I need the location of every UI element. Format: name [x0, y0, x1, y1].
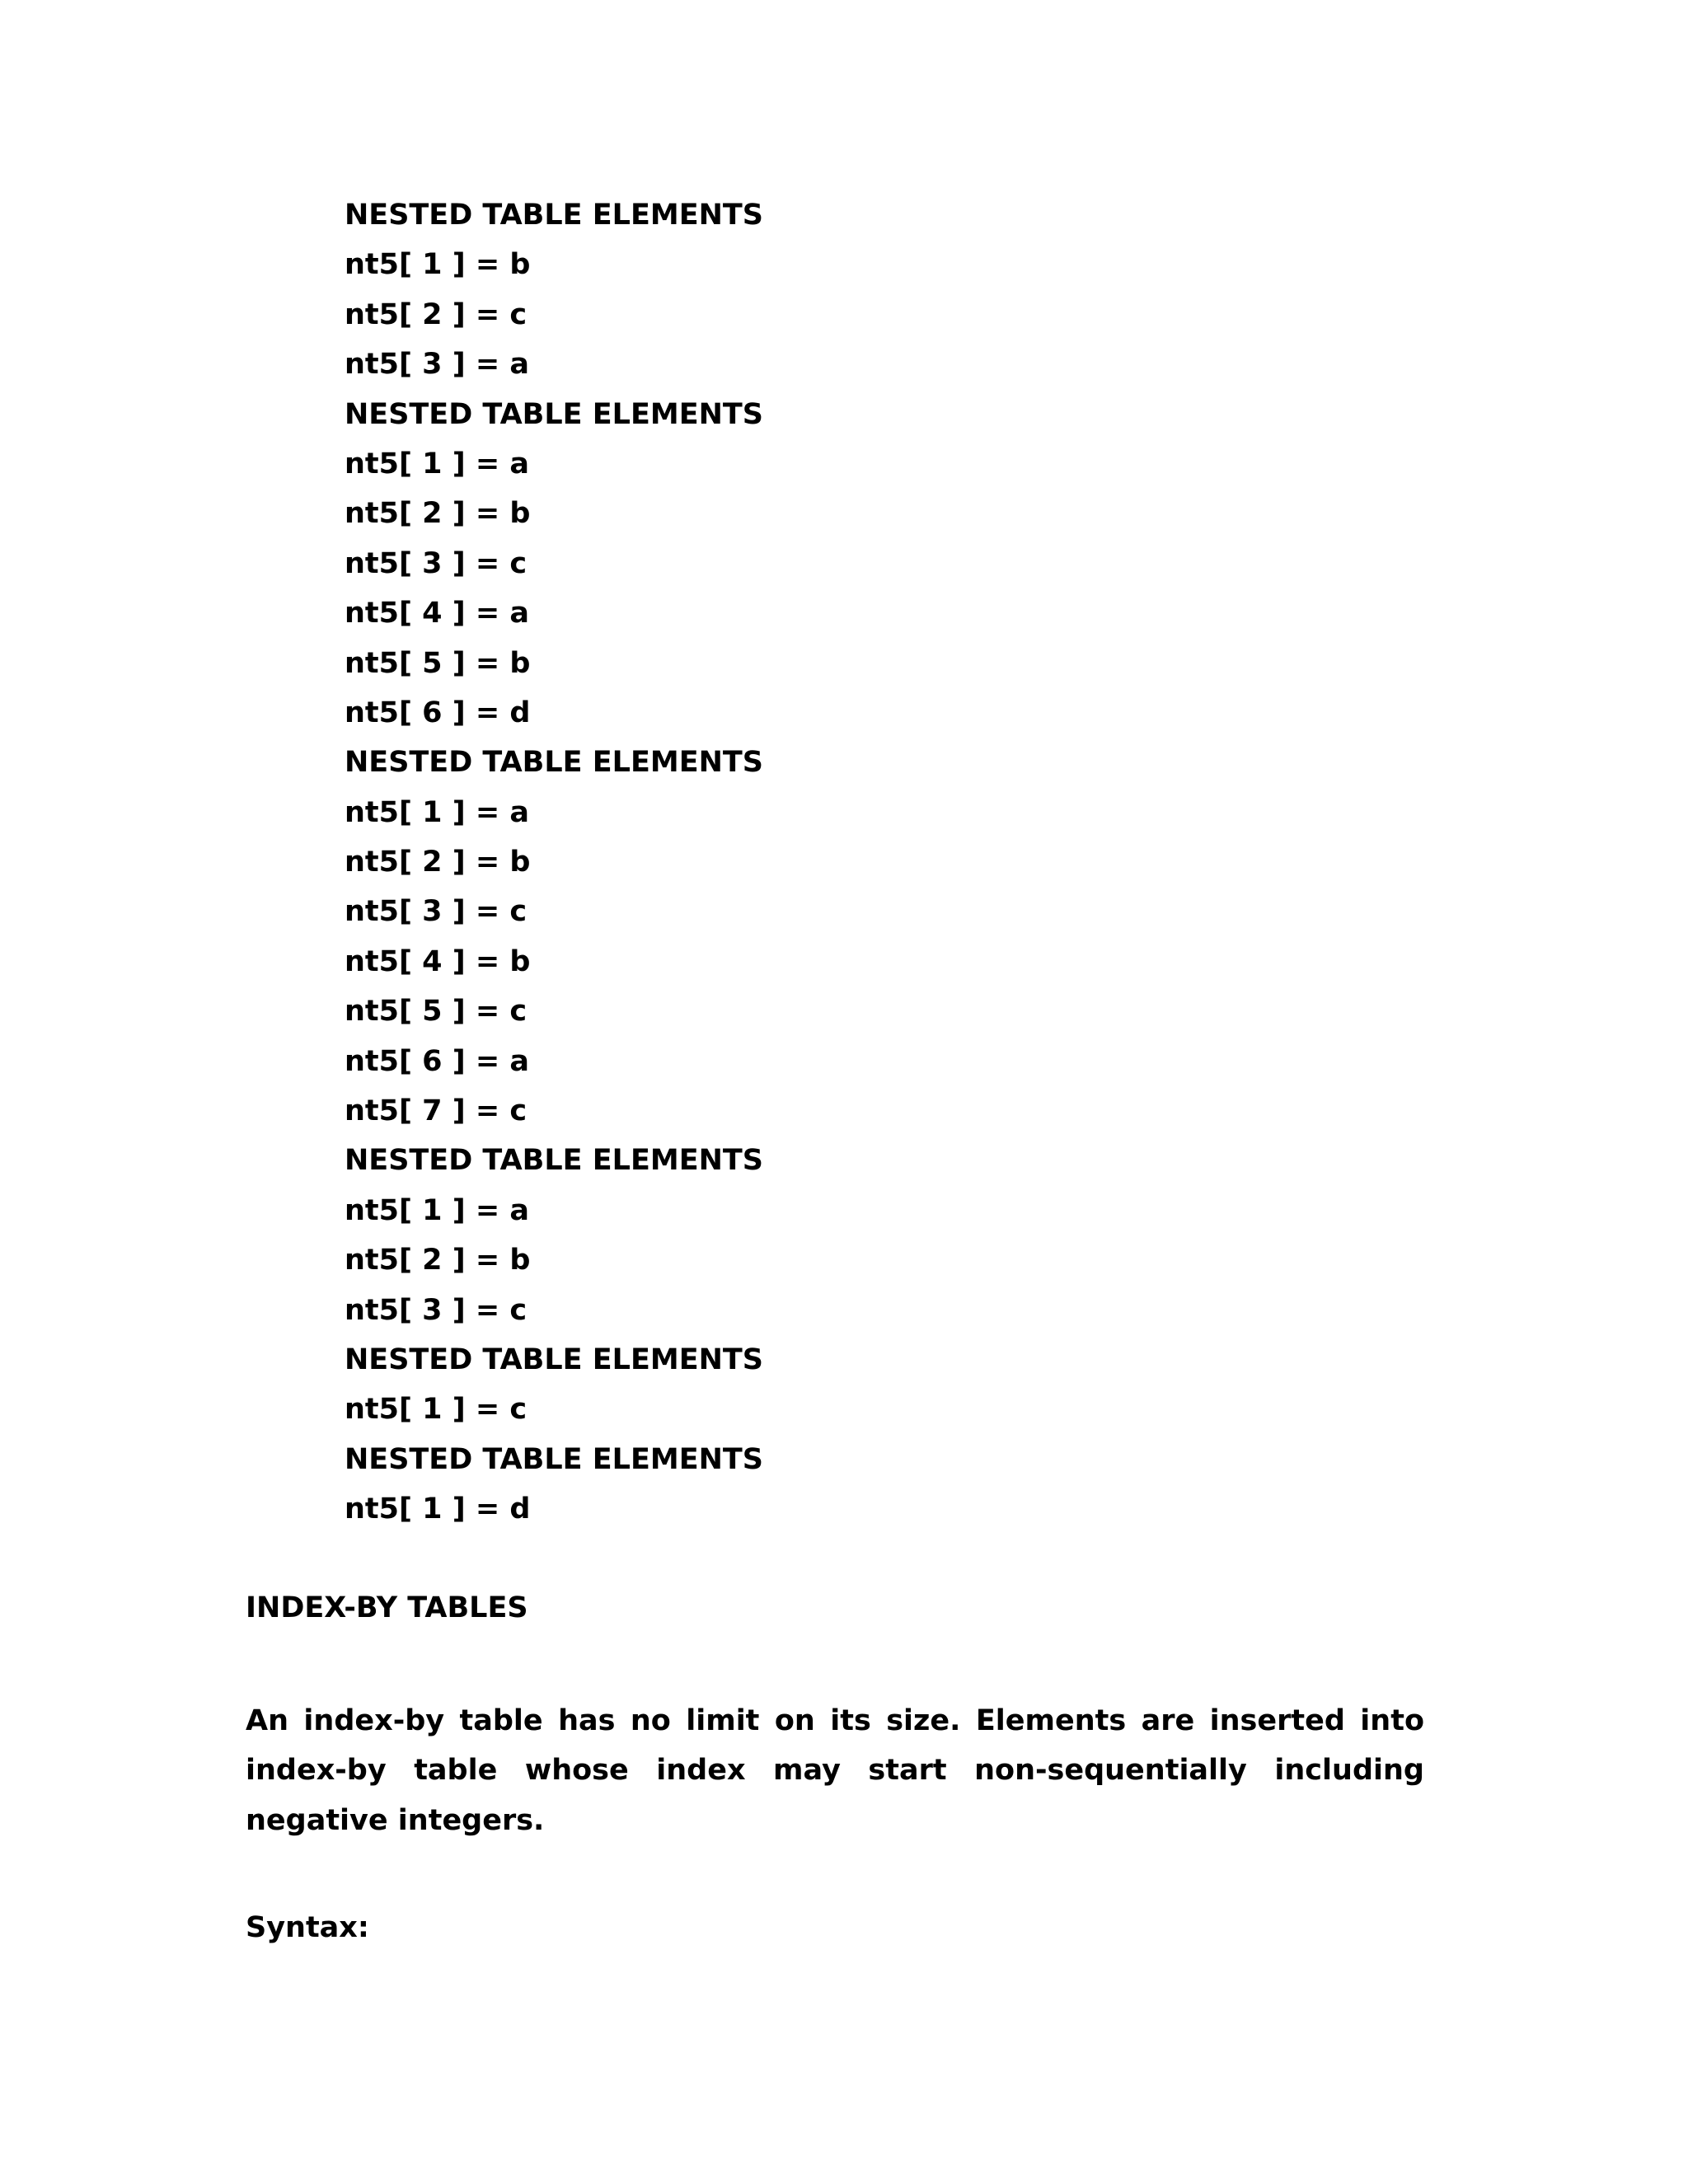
output-line: nt5[ 1 ] = a	[345, 1193, 530, 1227]
output-line: nt5[ 7 ] = c	[345, 1094, 528, 1128]
output-line: nt5[ 3 ] = c	[345, 546, 528, 580]
output-line: nt5[ 3 ] = a	[345, 348, 530, 382]
output-line: nt5[ 5 ] = b	[345, 646, 531, 680]
output-line: nt5[ 4 ] = a	[345, 597, 530, 630]
output-line: nt5[ 5 ] = c	[345, 995, 528, 1029]
output-line: nt5[ 2 ] = b	[345, 1244, 531, 1277]
output-line: nt5[ 1 ] = a	[345, 447, 530, 480]
output-line: nt5[ 3 ] = c	[345, 1293, 528, 1327]
output-line: nt5[ 6 ] = d	[345, 696, 531, 729]
body-paragraph: An index-by table has no limit on its size. Elements are inserted into index-by table whose index may start non-sequentially including negative integers.	[246, 1704, 1424, 1837]
syntax-label: Syntax:	[246, 1911, 369, 1944]
output-line: nt5[ 1 ] = b	[345, 248, 531, 282]
output-line: NESTED TABLE ELEMENTS	[345, 1343, 763, 1376]
output-line: nt5[ 1 ] = a	[345, 795, 530, 829]
output-line: nt5[ 2 ] = b	[345, 497, 531, 531]
output-line: NESTED TABLE ELEMENTS	[345, 746, 763, 780]
output-line: NESTED TABLE ELEMENTS	[345, 397, 763, 431]
output-line: nt5[ 2 ] = c	[345, 298, 528, 331]
output-line: nt5[ 2 ] = b	[345, 846, 531, 879]
output-line: nt5[ 1 ] = c	[345, 1393, 528, 1427]
output-line: nt5[ 6 ] = a	[345, 1044, 530, 1078]
output-line: nt5[ 1 ] = d	[345, 1493, 531, 1526]
output-line: NESTED TABLE ELEMENTS	[345, 1144, 763, 1178]
output-line: nt5[ 4 ] = b	[345, 944, 531, 978]
section-heading: INDEX-BY TABLES	[246, 1591, 528, 1624]
program-output	[345, 198, 763, 1542]
output-line: nt5[ 3 ] = c	[345, 895, 528, 929]
output-line: NESTED TABLE ELEMENTS	[345, 1442, 763, 1476]
output-line: NESTED TABLE ELEMENTS	[345, 199, 763, 232]
